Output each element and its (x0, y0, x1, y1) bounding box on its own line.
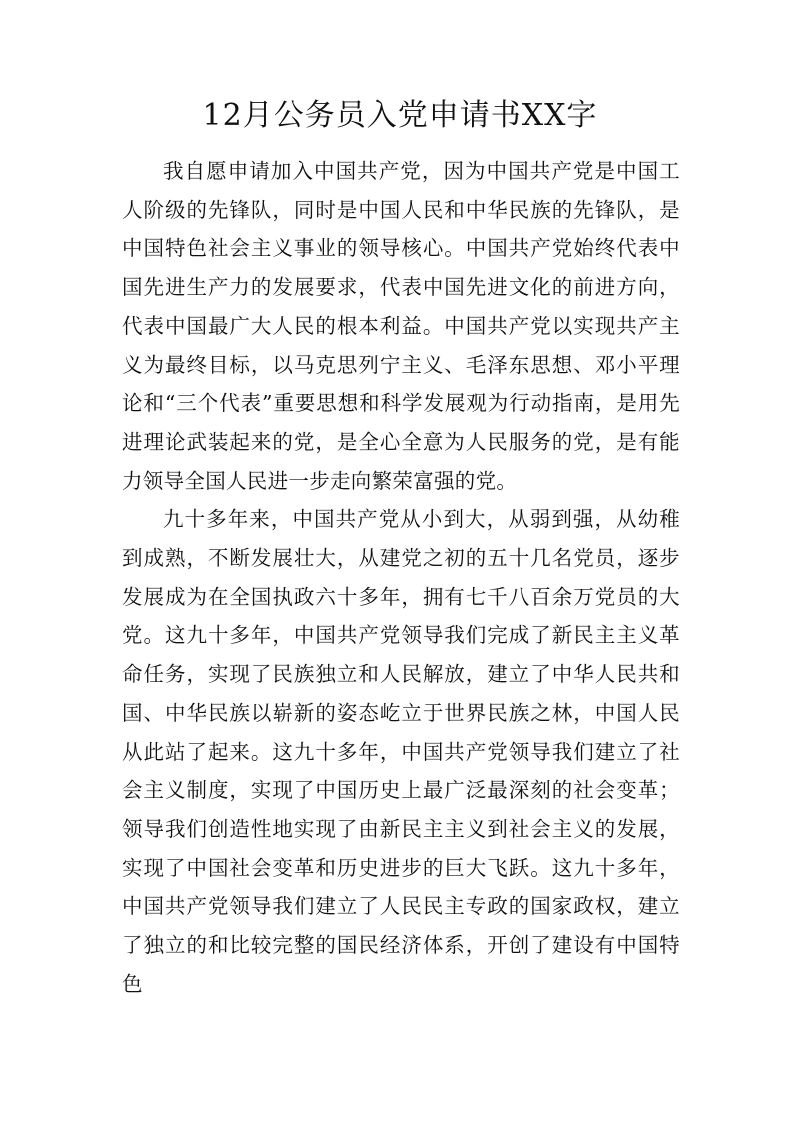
paragraph-2: 九十多年来，中国共产党从小到大，从弱到强，从幼稚到成熟，不断发展壮大，从建党之初的五十几名党员，逐步发展成为在全国执政六十多年，拥有七千八百余万党员的大党。这九十多年，中国共产党领导我们完成了新民主主义革命任务，实现了民族独立和人民解放，建立了中华人民共和国、中华民族以崭新的姿态屹立于世界民族之林，中国人民从此站了起来。这九十多年，中国共产党领导我们建立了社会主义制度，实现了中国历史上最广泛最深刻的社会变革；领导我们创造性地实现了由新民主主义到社会主义的发展，实现了中国社会变革和历史进步的巨大飞跃。这九十多年，中国共产党领导我们建立了人民民主专政的国家政权，建立了独立的和比较完整的国民经济体系，开创了建设有中国特色 (122, 507, 680, 996)
paragraph-1: 我自愿申请加入中国共产党，因为中国共产党是中国工人阶级的先锋队，同时是中国人民和中华民族的先锋队，是中国特色社会主义事业的领导核心。中国共产党始终代表中国先进生产力的发展要求，代表中国先进文化的前进方向，代表中国最广大人民的根本利益。中国共产党以实现共产主义为最终目标，以马克思列宁主义、毛泽东思想、邓小平理论和“三个代表”重要思想和科学发展观为行动指南，是用先进理论武装起来的党，是全心全意为人民服务的党，是有能力领导全国人民进一步走向繁荣富强的党。 (122, 159, 680, 493)
document-title: 12月公务员入党申请书XX字 (202, 98, 598, 133)
document-body (122, 152, 680, 1003)
